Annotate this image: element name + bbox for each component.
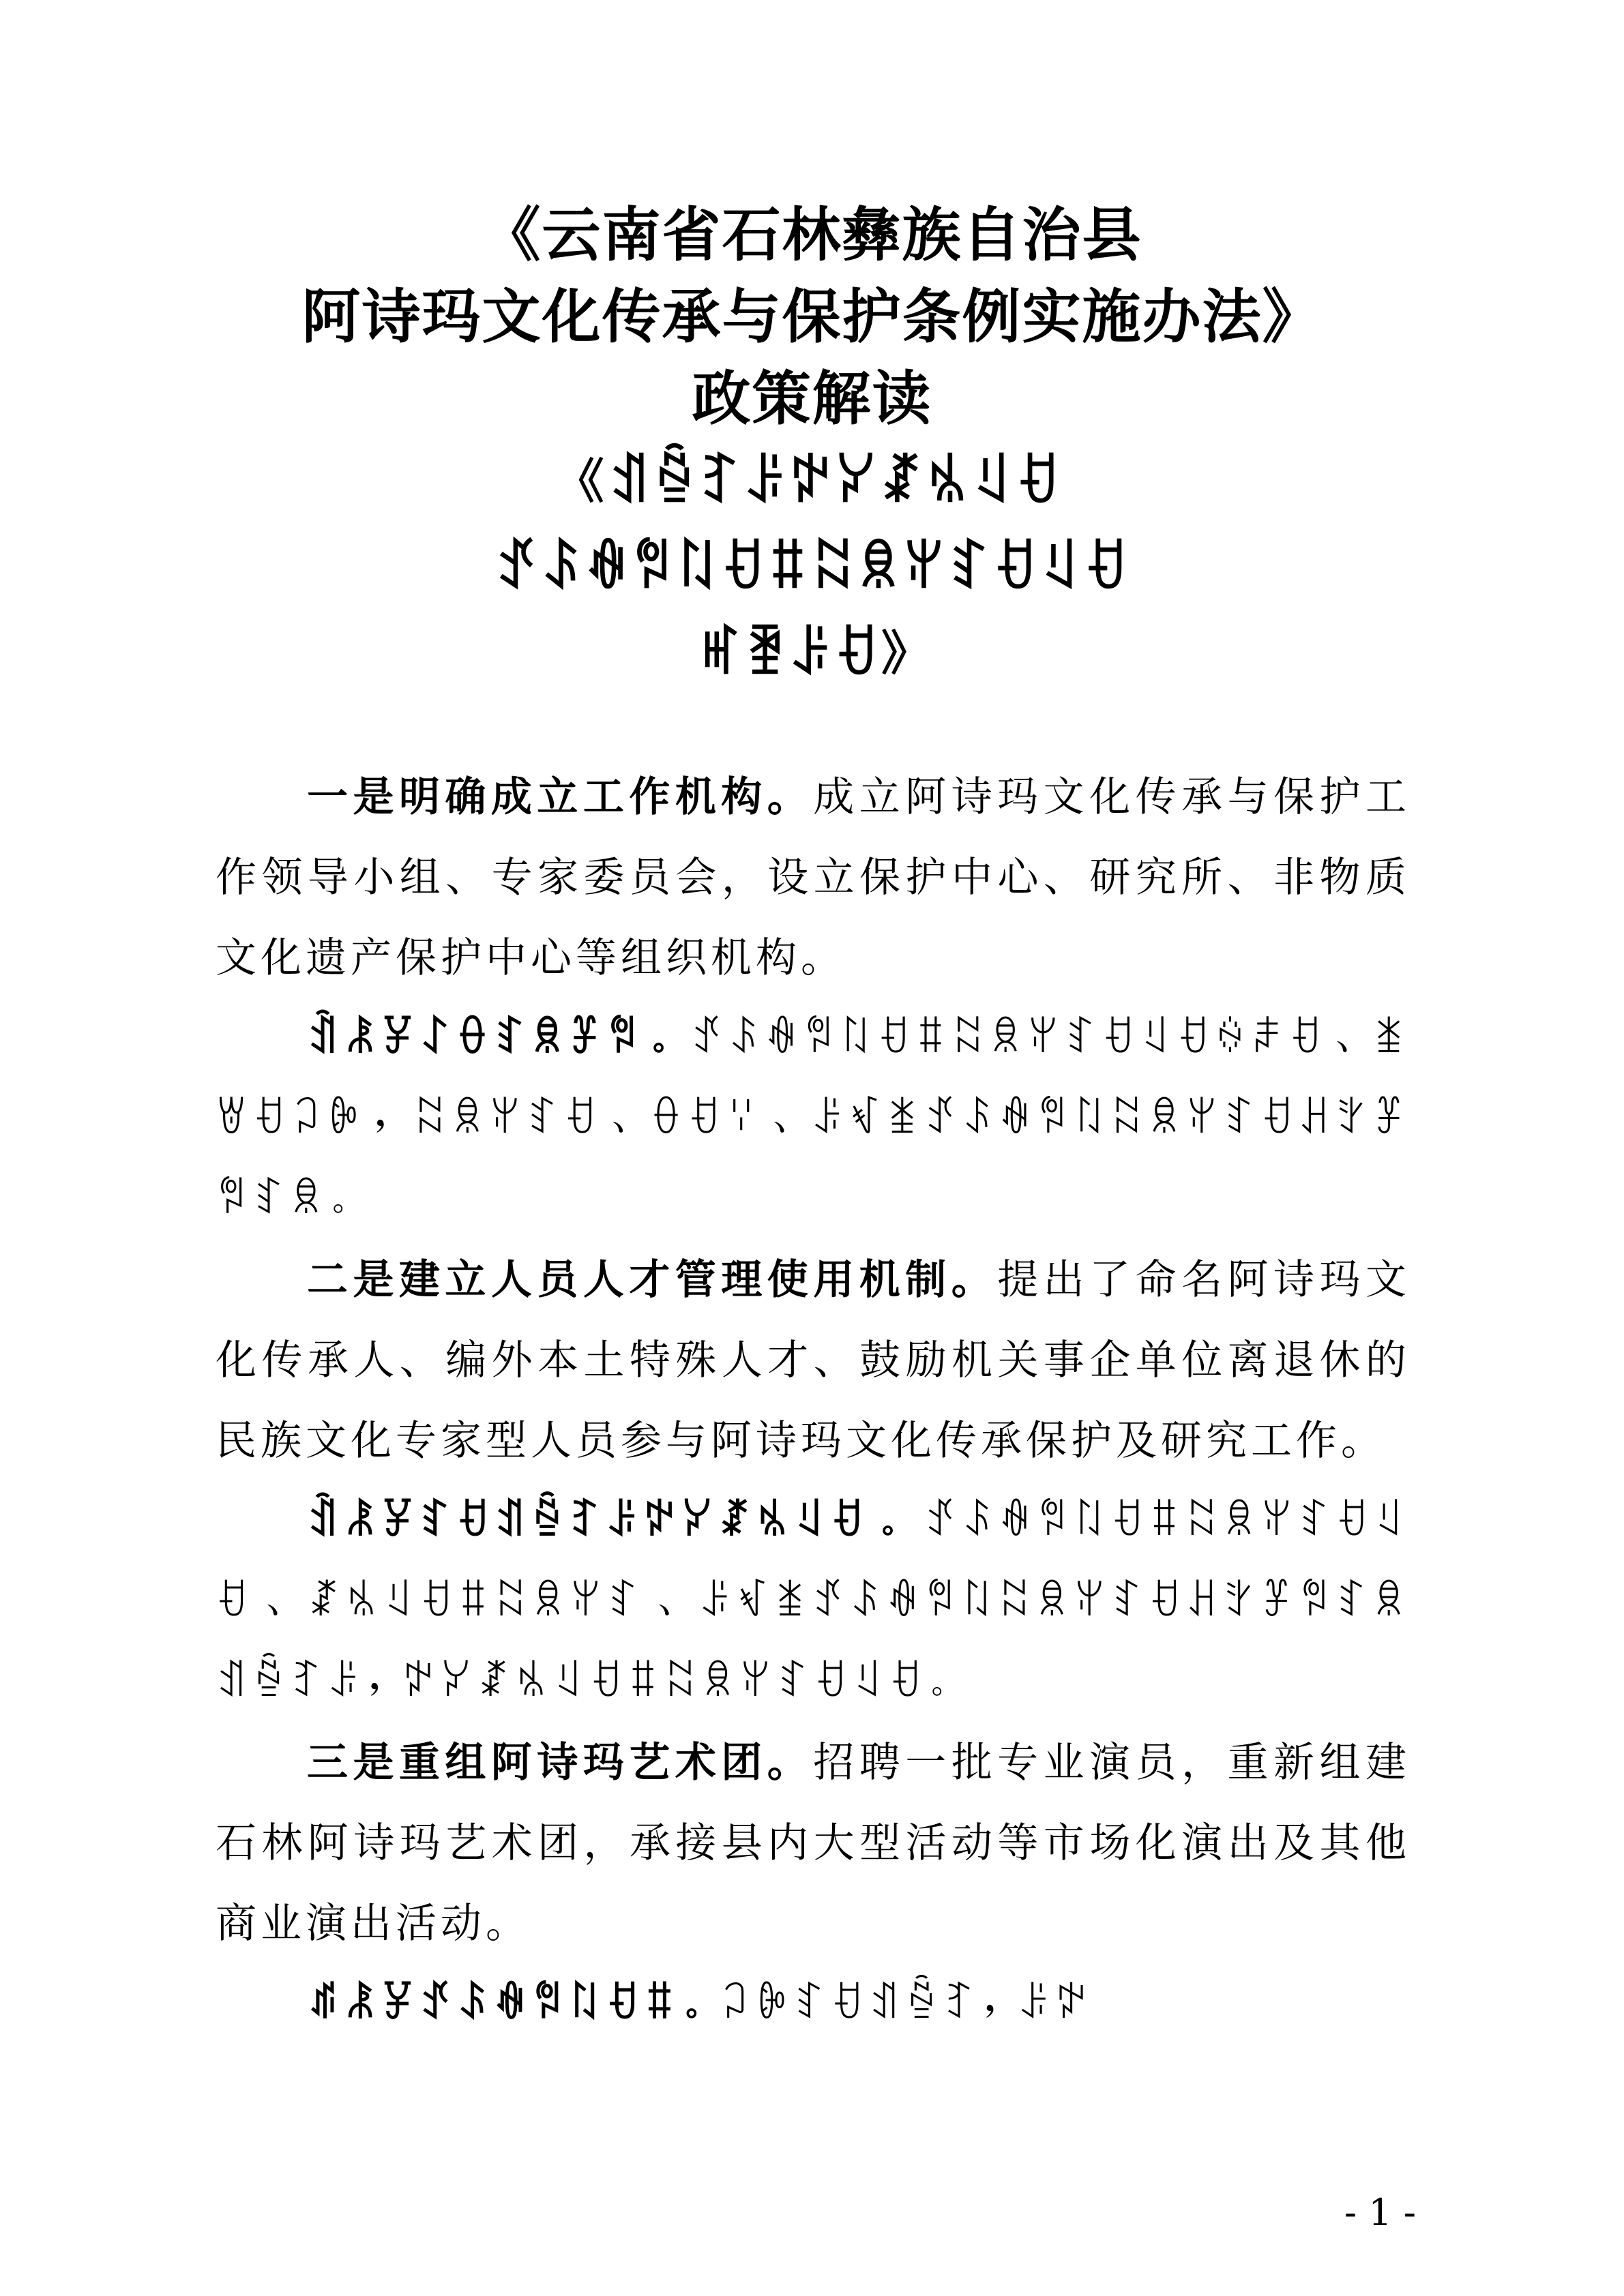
paragraph-6-yi xyxy=(216,1964,1411,2044)
document-title xyxy=(0,194,1624,698)
title-line-3: 政策解读 xyxy=(692,364,932,433)
document-body xyxy=(216,757,1411,2044)
paragraph-1 xyxy=(216,757,1411,998)
paragraph-4-yi xyxy=(216,1481,1411,1723)
paragraph-5 xyxy=(216,1723,1411,1964)
yi-title-line-1: 《ꀊꁩꆈꌠꉢꐔꊨꁱꆹꀀ xyxy=(562,451,1062,514)
paragraph-text: 提出了命名阿诗玛文化传承人、编外本土特殊人才、鼓励机关事企单位离退休的民族文化专家型人员参与阿诗玛文化传承保护及研究工作。 xyxy=(216,1256,1411,1465)
paragraph-text: ꃀꐊꆏꀀꀊꁩꆈ，ꌠꉢ xyxy=(718,1980,1093,2028)
paragraph-lead: ꀉꂿꐯꆏꀀꀊꁩꆈꌠꉢꐔꊨꁱꆹꀀ。 xyxy=(307,1497,924,1545)
paragraph-lead: 二是建立人员人才管理使用机制。 xyxy=(307,1256,998,1304)
paragraph-3 xyxy=(216,1240,1411,1481)
paragraph-lead: 三是重组阿诗玛艺术团。 xyxy=(307,1739,814,1787)
paragraph-text: ꀋꌺꊿꅝꇁꀀꐚꉆꌋꅍꆏꀀꆹꀀꍈꌧꀀ、ꁧꇐꀀꃀꐊ，ꉆꌋꅍꆏꀀ、ꂷꀀꈌ、ꌠꃴꁧꀋꌺꊿꅝꇁꉆꌋꅍꆏꀀꃅꇬꐞꅝꆏꌋ。 xyxy=(216,1015,1411,1223)
yi-title-line-3: ꎭꄿꌠꀀ》 xyxy=(698,623,926,686)
title-line-1: 《云南省石林彝族自治县 xyxy=(482,200,1142,269)
paragraph-lead: 一是明确成立工作机构。 xyxy=(307,773,814,821)
paragraph-lead: ꁮꂿꐯꀋꌺꊿꅝꇁꀀꐚ。 xyxy=(307,1980,719,2028)
paragraph-text: 招聘一批专业演员，重新组建石林阿诗玛艺术团，承接县内大型活动等市场化演出及其他商业演出活动。 xyxy=(216,1739,1411,1948)
paragraph-text: ꀋꌺꊿꅝꇁꀀꐚꉆꌋꅍꆏꀀꆹꀀ、ꊨꁱꆹꀀꐚꉆꌋꅍꆏ、ꌠꃴꁧꀋꌺꊿꅝꇁꉆꌋꅍꆏꀀꃅꇬꐞꅝꆏꌋꀊꁩꆈꌠ，ꉢꐔꊨꁱꆹꀀꐚꉆꌋꅍꆏꀀꆹꀀ。 xyxy=(216,1497,1411,1706)
yi-title-line-2: ꀋꌺꊿꅝꇁꀀꐚꉆꌋꅍꆏꀀꆹꀀ xyxy=(494,537,1130,600)
page-number: - 1 - xyxy=(1344,2191,1416,2234)
title-line-2: 阿诗玛文化传承与保护条例实施办法》 xyxy=(301,282,1323,351)
paragraph-text: 成立阿诗玛文化传承与保护工作领导小组、专家委员会，设立保护中心、研究所、非物质文化遗产保护中心等组织机构。 xyxy=(216,773,1411,982)
paragraph-2-yi xyxy=(216,998,1411,1240)
paragraph-lead: ꀉꂿꐯꋍꂷꆏꌋꐞꅝ。 xyxy=(307,1015,691,1062)
